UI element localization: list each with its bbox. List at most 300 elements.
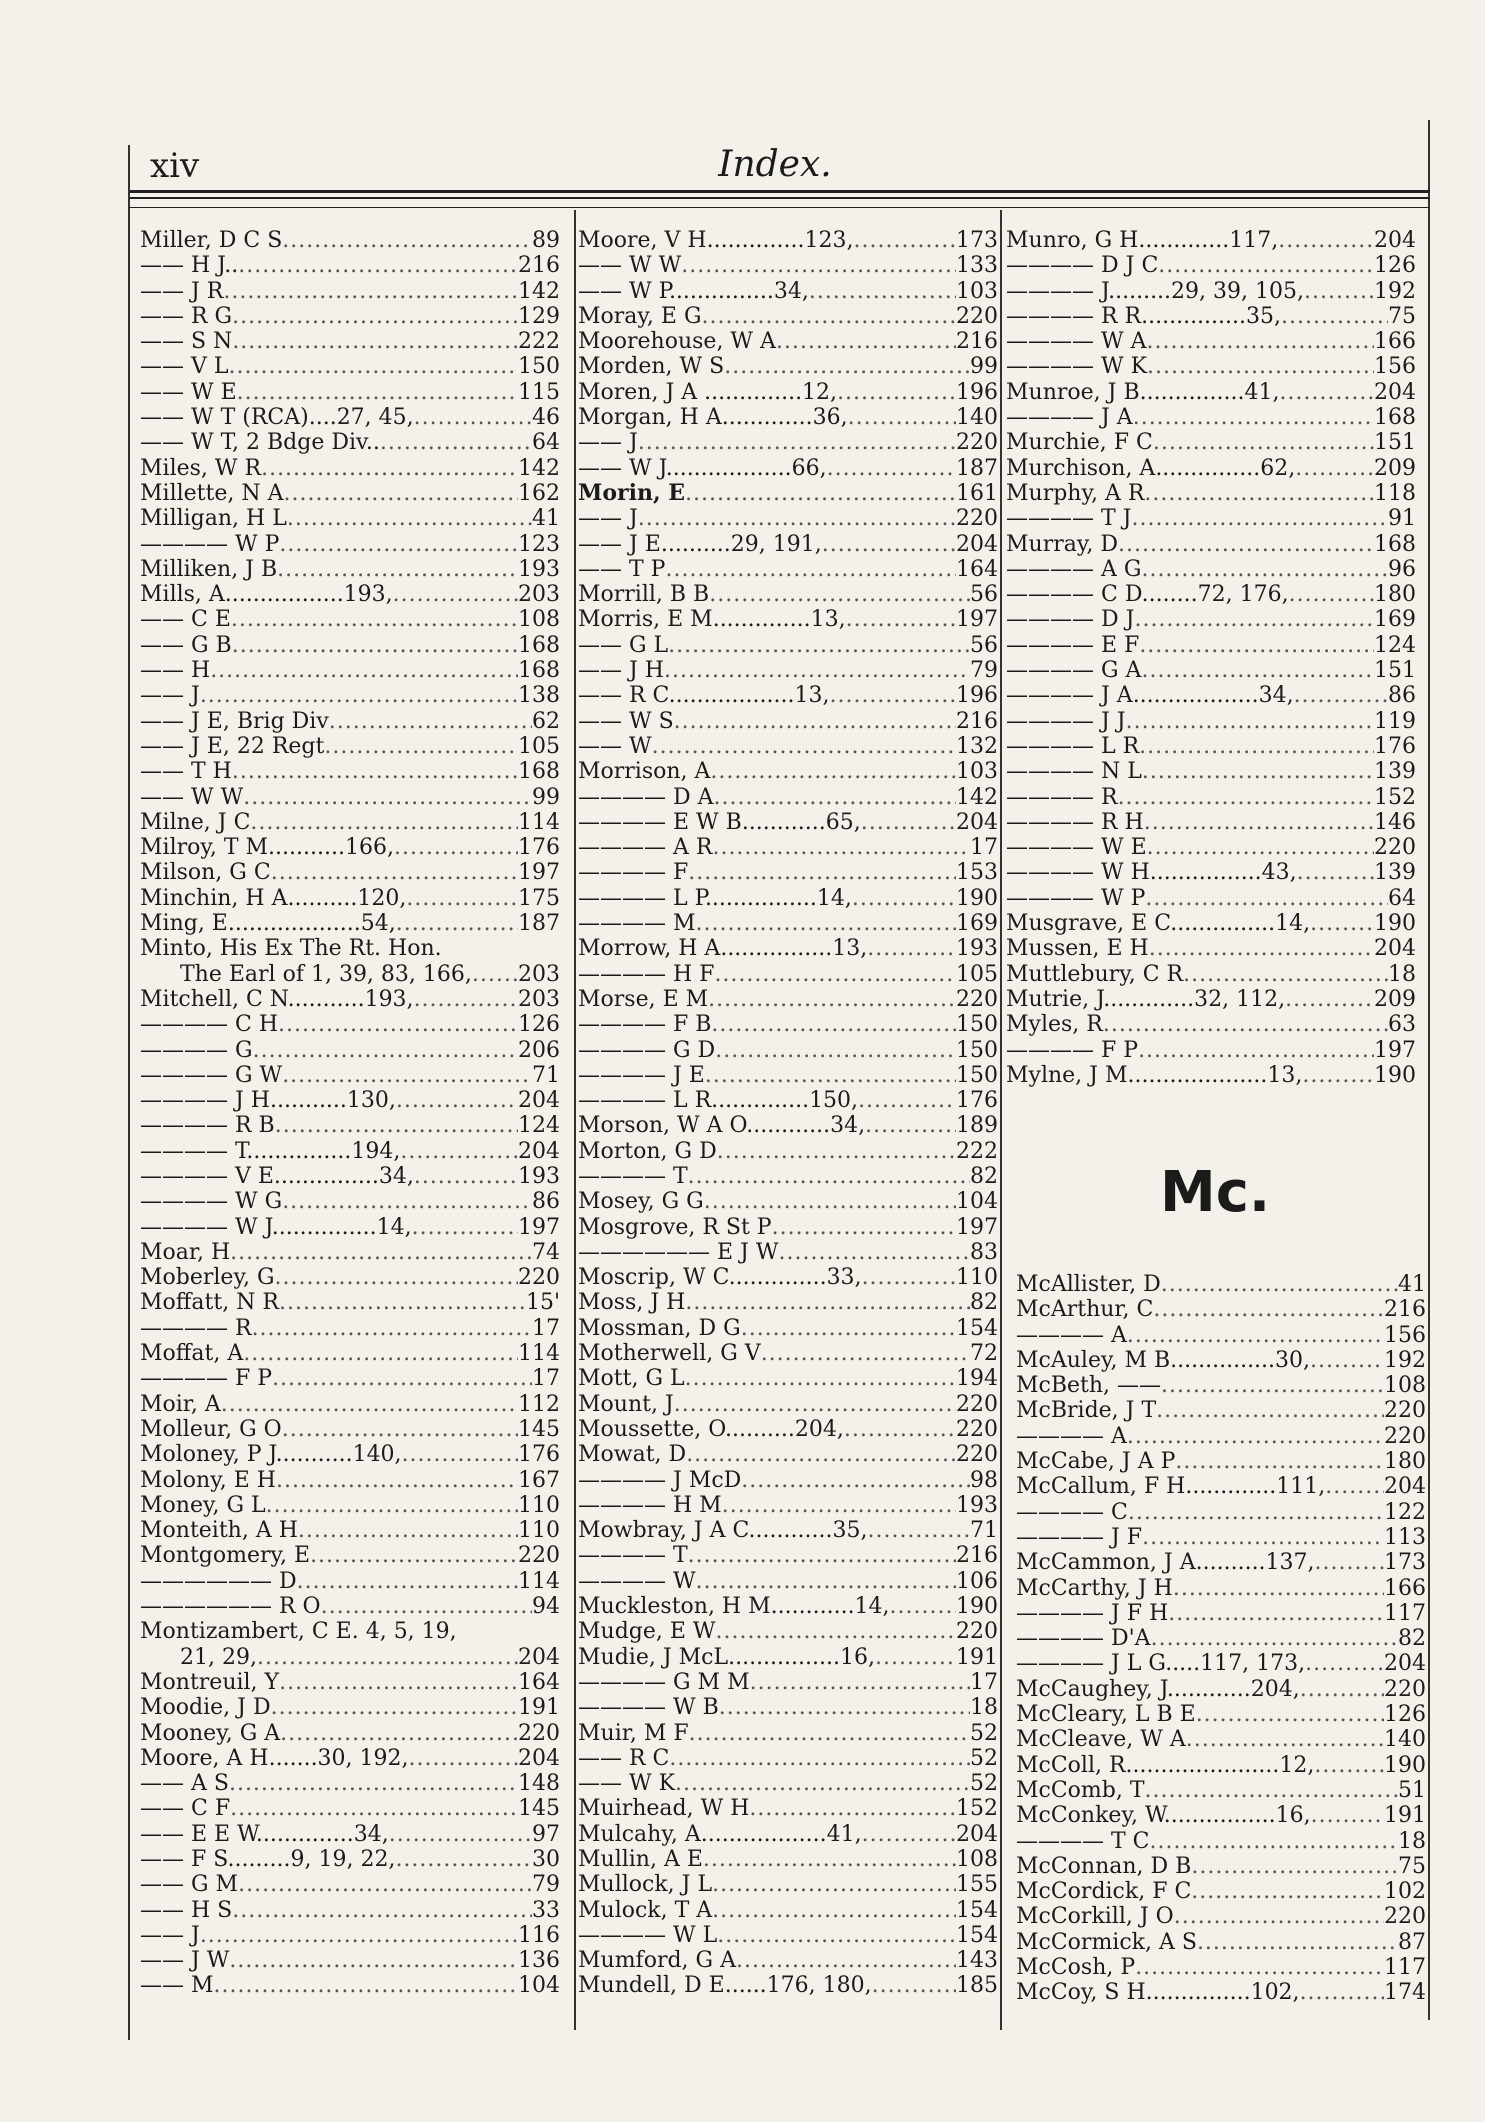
entry-name: Mott, G L <box>578 1366 685 1392</box>
index-entry <box>140 1619 560 1644</box>
entry-name: —— G M <box>140 1872 239 1898</box>
leader-dots <box>717 1139 956 1164</box>
index-entry <box>578 1594 998 1619</box>
index-entry <box>1016 1879 1426 1904</box>
index-entry <box>578 1796 998 1821</box>
entry-name: Musgrave, E C...............14, <box>1006 911 1311 937</box>
index-entry <box>1006 911 1416 936</box>
index-entry <box>1016 1272 1426 1297</box>
entry-name: McConkey, W................16, <box>1016 1803 1311 1829</box>
entry-name: Moray, E G <box>578 303 702 329</box>
leader-dots <box>664 658 970 683</box>
entry-name: —————— D <box>140 1568 297 1594</box>
entry-name: ———— V E...............34, <box>140 1163 414 1189</box>
leader-dots <box>1310 1348 1384 1373</box>
entry-name: McCarthy, J H <box>1016 1575 1173 1601</box>
page-header <box>130 138 1420 188</box>
index-entry <box>578 304 998 329</box>
entry-name: Miles, W R <box>140 455 262 481</box>
entry-pages: 191 <box>1384 1803 1426 1829</box>
entry-name: —————— R O <box>140 1594 321 1620</box>
leader-dots <box>867 1518 970 1543</box>
entry-name: ———— T C <box>1016 1828 1150 1854</box>
leader-dots <box>702 304 956 329</box>
index-entry <box>578 633 998 658</box>
entry-name: ———— W <box>578 1568 696 1594</box>
leader-dots <box>1103 1012 1388 1037</box>
index-entry <box>1016 1373 1426 1398</box>
leader-dots <box>414 1164 518 1189</box>
entry-pages: 82 <box>970 1163 998 1189</box>
index-entry <box>140 456 560 481</box>
leader-dots <box>1191 1854 1398 1879</box>
entry-pages: 96 <box>1388 556 1416 582</box>
leader-dots <box>1147 835 1374 860</box>
leader-dots <box>638 430 956 455</box>
entry-name: ———— F <box>578 860 689 886</box>
entry-pages: 176 <box>518 1442 560 1468</box>
entry-pages: 46 <box>532 405 560 431</box>
index-entry <box>1006 1063 1416 1088</box>
entry-name: McArthur, C <box>1016 1297 1154 1323</box>
index-entry <box>1016 1930 1426 1955</box>
entry-name: Mills, A.................193, <box>140 582 393 608</box>
leader-dots <box>862 1822 956 1847</box>
entry-pages: 103 <box>956 759 998 785</box>
entry-pages: 220 <box>956 1416 998 1442</box>
entry-name: Mutrie, J.............32, 112, <box>1006 986 1286 1012</box>
entry-name: ———— W G <box>140 1189 283 1215</box>
entry-pages: 220 <box>1384 1904 1426 1930</box>
leader-dots <box>1133 405 1374 430</box>
leader-dots <box>1315 1550 1384 1575</box>
entry-pages: 204 <box>1374 936 1416 962</box>
leader-dots <box>278 1012 518 1037</box>
index-column-2 <box>578 228 998 1999</box>
leader-dots <box>394 835 518 860</box>
leader-dots <box>280 1721 518 1746</box>
entry-name: ———— J E <box>578 1062 705 1088</box>
entry-name: McAllister, D <box>1016 1272 1161 1297</box>
entry-name: —— J <box>578 506 638 532</box>
index-column-3 <box>1006 228 1416 1088</box>
index-entry <box>140 1898 560 1923</box>
index-entry <box>1006 936 1416 961</box>
index-entry <box>578 506 998 531</box>
leader-dots <box>406 886 518 911</box>
leader-dots <box>414 405 532 430</box>
index-entry <box>578 1543 998 1568</box>
entry-pages: 15' <box>525 1290 560 1316</box>
entry-pages: 30 <box>532 1847 560 1872</box>
index-entry <box>140 329 560 354</box>
entry-name: Milne, J C <box>140 809 251 835</box>
entry-pages: 154 <box>956 1897 998 1923</box>
entry-name: ———— L P................14, <box>578 885 852 911</box>
index-entry <box>578 1265 998 1290</box>
leader-dots <box>1141 557 1388 582</box>
leader-dots <box>287 506 532 531</box>
entry-name: ———— G D <box>578 1037 716 1063</box>
leader-dots <box>709 582 970 607</box>
entry-pages: 164 <box>956 556 998 582</box>
index-entry <box>1006 709 1416 734</box>
leader-dots <box>685 481 956 506</box>
entry-name: ———— L R <box>1006 733 1140 759</box>
entry-name: Murchison, A...............62, <box>1006 455 1296 481</box>
index-entry <box>578 1215 998 1240</box>
leader-dots <box>310 1543 518 1568</box>
leader-dots <box>393 582 518 607</box>
leader-dots <box>685 1290 970 1315</box>
entry-pages: 114 <box>518 1341 560 1367</box>
index-entry <box>578 557 998 582</box>
entry-name: ———— W K <box>1006 354 1148 380</box>
entry-pages: 209 <box>1374 455 1416 481</box>
entry-pages: 152 <box>956 1796 998 1822</box>
entry-name: ———— W P <box>140 531 280 557</box>
entry-name: Mumford, G A <box>578 1948 736 1974</box>
entry-name: Moren, J A ..............12, <box>578 379 838 405</box>
entry-pages: 138 <box>518 683 560 709</box>
entry-name: ———— W L <box>578 1922 718 1948</box>
index-entry <box>140 1721 560 1746</box>
leader-dots <box>1297 860 1374 885</box>
index-entry <box>578 380 998 405</box>
entry-pages: 142 <box>518 278 560 304</box>
entry-name: Murray, D <box>1006 531 1118 557</box>
leader-dots <box>776 329 956 354</box>
entry-pages: 51 <box>1398 1777 1426 1803</box>
entry-pages: 220 <box>956 506 998 532</box>
index-entry <box>1016 1803 1426 1828</box>
leader-dots <box>837 380 956 405</box>
entry-pages: 220 <box>956 430 998 456</box>
entry-name: McColl, R......................12, <box>1016 1752 1315 1778</box>
leader-dots <box>704 1189 956 1214</box>
entry-name: ———— A <box>1016 1322 1127 1348</box>
index-entry <box>578 430 998 455</box>
entry-name: —— H J.. <box>140 253 239 279</box>
entry-pages: 150 <box>956 1012 998 1038</box>
entry-name: Muir, M F <box>578 1720 689 1746</box>
index-entry <box>1016 1297 1426 1322</box>
index-entry <box>578 1088 998 1113</box>
leader-dots <box>669 1746 970 1771</box>
entry-name: —— W T (RCA)....27, 45, <box>140 405 414 431</box>
entry-pages: 114 <box>518 1568 560 1594</box>
entry-pages: 190 <box>1374 911 1416 937</box>
index-entry <box>1016 1778 1426 1803</box>
leader-dots <box>1158 253 1374 278</box>
index-entry <box>1006 253 1416 278</box>
entry-name: Moore, V H..............123, <box>578 228 854 253</box>
index-entry <box>578 886 998 911</box>
index-entry <box>140 1063 560 1088</box>
entry-name: Molony, E H <box>140 1467 276 1493</box>
entry-pages: 18 <box>970 1695 998 1721</box>
entry-name: ———— W H................43, <box>1006 860 1297 886</box>
entry-name: —— W K <box>578 1771 676 1797</box>
index-entry <box>140 380 560 405</box>
entry-pages: 216 <box>956 708 998 734</box>
leader-dots <box>223 279 518 304</box>
leader-dots <box>675 1771 970 1796</box>
leader-dots <box>688 1164 970 1189</box>
index-entry <box>578 810 998 835</box>
leader-dots <box>472 962 518 987</box>
leader-dots <box>230 1240 532 1265</box>
index-entry <box>140 1366 560 1391</box>
leader-dots <box>232 304 518 329</box>
entry-pages: 114 <box>518 809 560 835</box>
entry-name: —— J E..........29, 191, <box>578 531 822 557</box>
entry-name: Morrill, B B <box>578 582 710 608</box>
entry-pages: 89 <box>532 228 560 253</box>
index-entry <box>1006 1038 1416 1063</box>
header-rule <box>130 190 1430 193</box>
entry-pages: 168 <box>518 759 560 785</box>
entry-name: ———— H M <box>578 1492 722 1518</box>
entry-pages: 17 <box>970 1669 998 1695</box>
leader-dots <box>741 1316 956 1341</box>
leader-dots <box>232 633 518 658</box>
leader-dots <box>1126 709 1374 734</box>
leader-dots <box>283 481 518 506</box>
index-entry <box>578 987 998 1012</box>
entry-pages: 193 <box>518 1163 560 1189</box>
index-entry <box>578 1746 998 1771</box>
entry-pages: 206 <box>518 1037 560 1063</box>
leader-dots <box>200 1923 518 1948</box>
leader-dots <box>674 1392 956 1417</box>
index-entry <box>140 1341 560 1366</box>
entry-pages: 126 <box>1384 1702 1426 1728</box>
entry-pages: 204 <box>956 1821 998 1847</box>
entry-pages: 151 <box>1374 658 1416 684</box>
index-entry <box>140 759 560 784</box>
entry-name: —— E E W..............34, <box>140 1821 389 1847</box>
index-entry <box>1016 1955 1426 1980</box>
entry-name: Mundell, D E......176, 180, <box>578 1973 872 1999</box>
entry-name: —— C F <box>140 1796 231 1822</box>
entry-name: Moscrip, W C..............33, <box>578 1265 862 1291</box>
entry-pages: 166 <box>1374 329 1416 355</box>
entry-pages: 126 <box>1374 253 1416 279</box>
leader-dots <box>279 532 518 557</box>
entry-pages: 204 <box>1374 228 1416 253</box>
entry-name: Milligan, H L <box>140 506 287 532</box>
index-entry <box>1016 1753 1426 1778</box>
leader-dots <box>1173 1576 1384 1601</box>
index-entry <box>140 1771 560 1796</box>
index-entry <box>140 1948 560 1973</box>
entry-pages: 142 <box>518 455 560 481</box>
leader-dots <box>749 1796 956 1821</box>
leader-dots <box>271 860 518 885</box>
index-entry <box>578 1366 998 1391</box>
entry-pages: 153 <box>956 860 998 886</box>
leader-dots <box>1147 354 1374 379</box>
leader-dots <box>395 1847 532 1872</box>
entry-pages: 98 <box>970 1467 998 1493</box>
leader-dots <box>279 1290 526 1315</box>
leader-dots <box>705 1063 956 1088</box>
index-entry <box>1016 1980 1426 2005</box>
index-entry <box>578 354 998 379</box>
entry-name: Morse, E M <box>578 986 709 1012</box>
leader-dots <box>1186 1727 1384 1752</box>
entry-pages: 173 <box>1384 1550 1426 1576</box>
entry-name: Mudie, J McL................16, <box>578 1644 875 1670</box>
entry-name: Mulock, T A <box>578 1897 713 1923</box>
entry-pages: 56 <box>970 632 998 658</box>
entry-pages: 63 <box>1388 1012 1416 1038</box>
entry-pages: 108 <box>1384 1373 1426 1399</box>
leader-dots <box>862 1265 956 1290</box>
entry-pages: 204 <box>1384 1651 1426 1677</box>
entry-pages: 102 <box>1384 1879 1426 1905</box>
entry-name: Munroe, J B...............41, <box>1006 379 1280 405</box>
index-entry <box>578 1619 998 1644</box>
leader-dots <box>1310 911 1374 936</box>
entry-pages: 91 <box>1388 506 1416 532</box>
leader-dots <box>275 1113 518 1138</box>
entry-pages: 169 <box>956 911 998 937</box>
entry-name: —— S N <box>140 329 233 355</box>
index-entry <box>578 1872 998 1897</box>
index-entry <box>578 1442 998 1467</box>
entry-pages: 194 <box>956 1366 998 1392</box>
column-divider <box>574 210 576 2030</box>
leader-dots <box>1131 506 1388 531</box>
entry-pages: 220 <box>518 1720 560 1746</box>
leader-dots <box>1118 785 1374 810</box>
entry-name: Muttlebury, C R <box>1006 961 1184 987</box>
entry-name: McCoy, S H...............102, <box>1016 1980 1300 2006</box>
leader-dots <box>1196 1702 1384 1727</box>
index-entry <box>1006 456 1416 481</box>
entry-name: Montgomery, E <box>140 1543 311 1569</box>
entry-name: ———— E W B............65, <box>578 809 861 835</box>
entry-pages: 110 <box>518 1492 560 1518</box>
index-entry <box>140 228 560 253</box>
index-entry <box>1006 734 1416 759</box>
leader-dots <box>1138 1038 1374 1063</box>
leader-dots <box>712 1898 956 1923</box>
entry-pages: 220 <box>518 1543 560 1569</box>
entry-pages: 87 <box>1398 1929 1426 1955</box>
index-entry <box>578 759 998 784</box>
leader-dots <box>1311 1803 1384 1828</box>
index-entry <box>578 1316 998 1341</box>
index-column-1 <box>140 228 560 1999</box>
leader-dots <box>1139 633 1374 658</box>
index-entry <box>1006 810 1416 835</box>
index-entry <box>1006 1012 1416 1037</box>
entry-name: ———— R <box>1006 784 1118 810</box>
leader-dots <box>716 1619 956 1644</box>
entry-pages: 197 <box>1374 1037 1416 1063</box>
index-entry <box>140 1392 560 1417</box>
entry-name: Monteith, A H <box>140 1518 298 1544</box>
leader-dots <box>714 962 956 987</box>
entry-pages: 220 <box>1374 835 1416 861</box>
index-entry <box>578 1290 998 1315</box>
index-entry <box>1006 582 1416 607</box>
index-entry <box>140 633 560 658</box>
entry-pages: 72 <box>970 1341 998 1367</box>
entry-pages: 148 <box>518 1771 560 1797</box>
entry-name: ———— W B <box>578 1695 719 1721</box>
index-entry <box>140 354 560 379</box>
entry-pages: 106 <box>956 1568 998 1594</box>
entry-pages: 187 <box>518 911 560 937</box>
entry-pages: 216 <box>956 329 998 355</box>
entry-pages: 216 <box>1384 1297 1426 1323</box>
entry-name: ———— J A..................34, <box>1006 683 1294 709</box>
index-entry <box>140 936 560 961</box>
entry-name: —— M <box>140 1973 214 1999</box>
entry-pages: 118 <box>1374 480 1416 506</box>
entry-pages: 115 <box>518 379 560 405</box>
index-entry <box>1006 329 1416 354</box>
index-entry <box>578 253 998 278</box>
leader-dots <box>809 279 956 304</box>
header-rule <box>130 197 1430 199</box>
entry-pages: 193 <box>518 556 560 582</box>
entry-pages: 193 <box>956 936 998 962</box>
index-entry <box>140 810 560 835</box>
entry-name: McBeth, —— <box>1016 1373 1162 1399</box>
index-entry <box>578 709 998 734</box>
entry-pages: 18 <box>1398 1828 1426 1854</box>
entry-name: —— W P...............34, <box>578 278 809 304</box>
index-entry <box>140 987 560 1012</box>
entry-name: —— W S <box>578 708 674 734</box>
entry-pages: 139 <box>1374 759 1416 785</box>
index-entry <box>140 658 560 683</box>
leader-dots <box>279 1670 518 1695</box>
index-entry <box>578 1948 998 1973</box>
index-entry <box>140 1316 560 1341</box>
entry-name: Myles, R <box>1006 1012 1103 1038</box>
index-entry <box>578 1847 998 1872</box>
entry-pages: 117 <box>1384 1955 1426 1981</box>
entry-name: ———— T <box>578 1163 688 1189</box>
entry-name: Moffatt, N R <box>140 1290 279 1316</box>
index-entry <box>578 228 998 253</box>
entry-name: —— J <box>578 430 638 456</box>
entry-name: ———— J F <box>1016 1524 1143 1550</box>
entry-name: —— W T, 2 Bdge Div.. <box>140 430 380 456</box>
index-entry <box>140 1038 560 1063</box>
leader-dots <box>243 1341 518 1366</box>
index-entry <box>140 734 560 759</box>
index-entry <box>578 1721 998 1746</box>
entry-name: ———— D J C <box>1006 253 1159 279</box>
leader-dots <box>214 1973 518 1998</box>
index-entry <box>1016 1525 1426 1550</box>
index-entry <box>578 1822 998 1847</box>
index-entry <box>140 683 560 708</box>
index-entry <box>578 1240 998 1265</box>
entry-pages: 222 <box>956 1138 998 1164</box>
index-entry <box>1006 354 1416 379</box>
entry-pages: 41 <box>532 506 560 532</box>
entry-name: —— W E <box>140 379 237 405</box>
entry-pages: 189 <box>956 1113 998 1139</box>
